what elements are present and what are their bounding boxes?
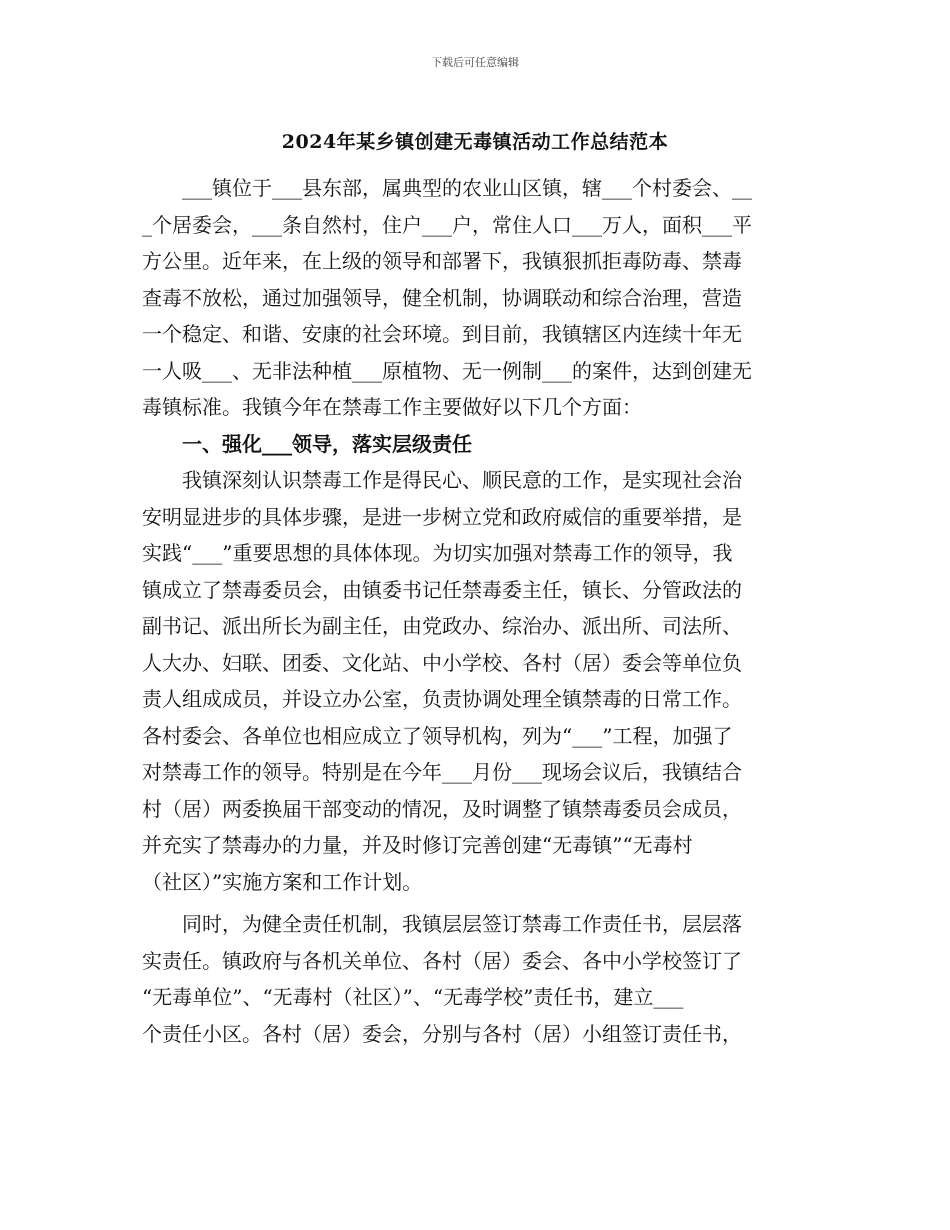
paragraph-line: 并充实了禁毒办的力量，并及时修订完善创建“无毒镇”“无毒村	[142, 833, 693, 857]
paragraph-line: 我镇深刻认识禁毒工作是得民心、顺民意的工作，是实现社会治	[142, 468, 742, 492]
paragraph-line: 一人吸___、无非法种植___原植物、无一例制___的案件，达到创建无	[142, 358, 752, 383]
paragraph-line: 一个稳定、和谐、安康的社会环境。到目前，我镇辖区内连续十年无	[142, 322, 742, 346]
paragraph-line: “无毒单位”、“无毒村（社区）”、“无毒学校”责任书，建立___	[142, 985, 684, 1009]
paragraph-line: 方公里。近年来，在上级的领导和部署下，我镇狠抓拒毒防毒、禁毒	[142, 249, 742, 273]
paragraph-line: 副书记、派出所长为副主任，由党政办、综治办、派出所、司法所、	[142, 614, 742, 638]
paragraph-line: 镇成立了禁毒委员会，由镇委书记任禁毒委主任，镇长、分管政法的	[142, 577, 742, 602]
paragraph-line: 个责任小区。各村（居）委会，分别与各村（居）小组签订责任书，	[142, 1021, 742, 1046]
document-body	[142, 170, 812, 1052]
paragraph-line: 安明显进步的具体步骤，是进一步树立党和政府威信的重要举措，是	[142, 504, 742, 529]
paragraph-line: 村（居）两委换届干部变动的情况，及时调整了镇禁毒委员会成员，	[142, 796, 742, 821]
paragraph-line: ___镇位于___县东部，属典型的农业山区镇，辖___个村委会、__	[142, 176, 752, 200]
paragraph-line: 毒镇标准。我镇今年在禁毒工作主要做好以下几个方面：	[142, 395, 642, 419]
paragraph-line: 实责任。镇政府与各机关单位、各村（居）委会、各中小学校签订了	[142, 948, 742, 973]
paragraph-line: （社区）”实施方案和工作计划。	[142, 869, 423, 894]
document-title: 2024年某乡镇创建无毒镇活动工作总结范本	[281, 131, 669, 153]
paragraph-line: 查毒不放松，通过加强领导，健全机制，协调联动和综合治理，营造	[142, 285, 742, 310]
header-note: 下载后可任意编辑	[431, 56, 519, 69]
paragraph-line: 同时，为健全责任机制，我镇层层签订禁毒工作责任书，层层落	[142, 912, 742, 936]
paragraph-line: 对禁毒工作的领导。特别是在今年___月份___现场会议后，我镇结合	[142, 760, 742, 784]
paragraph-line: 人大办、妇联、团委、文化站、中小学校、各村（居）委会等单位负	[142, 650, 742, 675]
paragraph-line: 各村委会、各单位也相应成立了领导机构，列为“___”工程，加强了	[142, 723, 733, 748]
section-heading-text: 一、强化___领导，落实层级责任	[182, 431, 472, 456]
paragraph-line: 责人组成成员，并设立办公室，负责协调处理全镇禁毒的日常工作。	[142, 687, 742, 711]
section-heading	[142, 426, 812, 463]
paragraph-line: 实践“___”重要思想的具体体现。为切实加强对禁毒工作的领导，我	[142, 541, 733, 565]
paragraph-line: _个居委会，___条自然村，住户___户，常住人口___万人，面积___平	[142, 212, 752, 237]
